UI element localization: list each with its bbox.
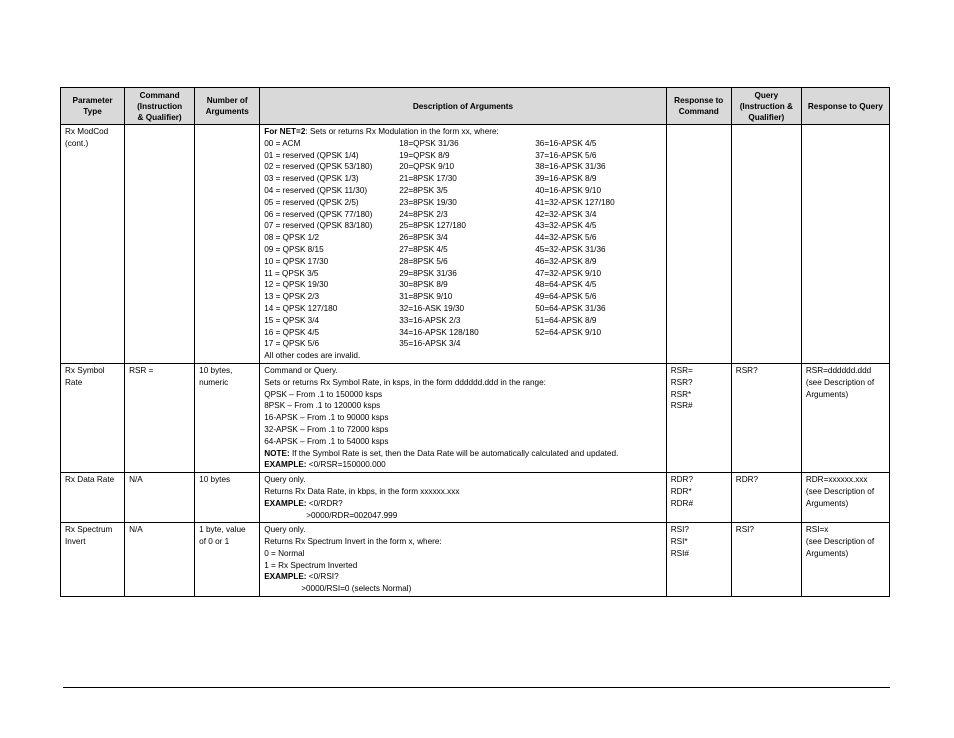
modcod-code-entry: 52=64-APSK 9/10: [535, 327, 601, 337]
modcod-code-entry: 23=8PSK 19/30: [399, 197, 457, 207]
modcod-code-entry: 27=8PSK 4/5: [399, 244, 448, 254]
query-cell: RDR?: [731, 473, 801, 523]
modcod-code-entry: 44=32-APSK 5/6: [535, 233, 597, 243]
arguments-cell: [195, 125, 260, 364]
modcod-code-entry: 14 = QPSK 127/180: [264, 303, 338, 313]
modcod-code-entry: 51=64-APSK 8/9: [535, 315, 597, 325]
modcod-code-entry: 10 = QPSK 17/30: [264, 256, 329, 266]
query-cell: RSI?: [731, 523, 801, 597]
command-cell: N/A: [125, 523, 195, 597]
modcod-code-entry: 04 = reserved (QPSK 11/30): [264, 185, 368, 195]
parameter-type-cell: Rx ModCod (cont.): [61, 125, 125, 364]
modcod-code-entry: 09 = QPSK 8/15: [264, 244, 324, 254]
modcod-code-entry: 07 = reserved (QPSK 83/180): [264, 221, 373, 231]
modcod-code-entry: 26=8PSK 3/4: [399, 233, 448, 243]
header-command: Command (Instruction & Qualifier): [125, 88, 195, 125]
modcod-code-entry: 48=64-APSK 4/5: [535, 280, 597, 290]
modcod-code-entry: 02 = reserved (QPSK 53/180): [264, 162, 373, 172]
modcod-code-entry: 19=QPSK 8/9: [399, 150, 450, 160]
table-row-rx-data-rate: [61, 473, 890, 523]
modcod-code-entry: 36=16-APSK 4/5: [535, 138, 597, 148]
modcod-code-entry: 28=8PSK 5/6: [399, 256, 448, 266]
query-response-cell: RSI=x (see Description of Arguments): [801, 523, 889, 597]
parameter-type-cell: Rx Data Rate: [61, 473, 125, 523]
modcod-code-entry: 11 = QPSK 3/5: [264, 268, 319, 278]
modcod-code-entry: 41=32-APSK 127/180: [535, 197, 615, 207]
modcod-code-entry: 43=32-APSK 4/5: [535, 221, 597, 231]
modcod-code-entry: 30=8PSK 8/9: [399, 280, 448, 290]
description-cell: For NET=2: Sets or returns Rx Modulation in the form xx, where: 00 = ACM 18=QPSK 31/36 36=16-APSK 4/5 01 = reserved (QPSK 1/4) 19=QPSK 8/9 37=16-APSK 5/6 02 = reserved (QPSK 53/180) 20=QPSK 9/10 38=16-APSK 31/36 03 = reserved (QPSK 1/3) 21=8PSK 17/30 39=16-APSK 8/9 04 = reserved (QPSK 11/30) 22=8PSK 3/5 40=16-APSK 9/10 05 = reserved (QPSK 2/5) 23=8PSK 19/30 41=32-APSK 127/180 06 = reserved (QPSK 77/180) 24=8PSK 2/3 42=32-APSK 3/4 07 = reserved (QPSK 83/180) 25=8PSK 127/180 43=32-APSK 4/5 08 = QPSK 1/2 26=8PSK 3/4 44=32-APSK 5/6 09 = QPSK 8/15 27=8PSK 4/5 45=32-APSK 31/36 10 = QPSK 17/30 28=8PSK 5/6 46=32-APSK 8/9 11 = QPSK 3/5 29=8PSK 31/36 47=32-APSK 9/10 12 = QPSK 19/30 30=8PSK 8/9 48=64-APSK 4/5 13 = QPSK 2/3 31=8PSK 9/10 49=64-APSK 5/6 14 = QPSK 127/180 32=16-ASK 19/30 50=64-APSK 31/36 15 = QPSK 3/4 33=16-APSK 2/3 51=64-APSK 8/9 16 = QPSK 4/5 34=16-APSK 128/180 52=64-APSK 9/10 17 = QPSK 5/6 35=16-APSK 3/4 All other codes are invalid.: [260, 125, 666, 364]
modcod-code-entry: 16 = QPSK 4/5: [264, 327, 320, 337]
arguments-cell: 10 bytes, numeric: [195, 363, 260, 472]
modcod-code-entry: 39=16-APSK 8/9: [535, 174, 597, 184]
modcod-code-entry: 25=8PSK 127/180: [399, 221, 466, 231]
header-query: Query (Instruction & Qualifier): [731, 88, 801, 125]
modcod-code-entry: 12 = QPSK 19/30: [264, 280, 329, 290]
query-response-cell: RSR=dddddd.ddd (see Description of Arguments): [801, 363, 889, 472]
modcod-code-entry: 33=16-APSK 2/3: [399, 315, 461, 325]
command-cell: [125, 125, 195, 364]
modcod-code-entry: 47=32-APSK 9/10: [535, 268, 601, 278]
command-cell: N/A: [125, 473, 195, 523]
header-number-of-arguments: Number of Arguments: [195, 88, 260, 125]
modcod-code-entry: 03 = reserved (QPSK 1/3): [264, 174, 359, 184]
arguments-cell: 1 byte, value of 0 or 1: [195, 523, 260, 597]
modcod-code-entry: 21=8PSK 17/30: [399, 174, 457, 184]
modcod-code-entry: 24=8PSK 2/3: [399, 209, 448, 219]
modcod-code-entry: 34=16-APSK 128/180: [399, 327, 479, 337]
modcod-code-entry: 22=8PSK 3/5: [399, 185, 448, 195]
modcod-code-entry: 17 = QPSK 5/6: [264, 339, 320, 349]
footer-rule: [63, 687, 890, 688]
modcod-code-entry: 13 = QPSK 2/3: [264, 292, 320, 302]
modcod-code-entry: 40=16-APSK 9/10: [535, 185, 601, 195]
query-response-cell: RDR=xxxxxx.xxx (see Description of Arguments): [801, 473, 889, 523]
header-response-to-command: Response to Command: [666, 88, 731, 125]
description-cell: Command or Query. Sets or returns Rx Symbol Rate, in ksps, in the form dddddd.ddd in the range: QPSK – From .1 to 150000 ksps 8PSK – From .1 to 120000 ksps 16-APSK – From .1 to 90000 ksps 32-APSK – From .1 to 72000 ksps 64-APSK – From .1 to 54000 ksps NOTE: If the Symbol Rate is set, then the Data Rate will be automatically calculated and updated. EXAMPLE: <0/RSR=150000.000: [260, 363, 666, 472]
table-header-row: [61, 88, 890, 125]
modcod-code-entry: 32=16-ASK 19/30: [399, 303, 465, 313]
modcod-code-entry: 46=32-APSK 8/9: [535, 256, 597, 266]
arguments-cell: 10 bytes: [195, 473, 260, 523]
query-cell: RSR?: [731, 363, 801, 472]
modcod-code-entry: [535, 338, 665, 350]
response-cell: [666, 125, 731, 364]
command-cell: RSR =: [125, 363, 195, 472]
description-cell: Query only. Returns Rx Data Rate, in kbps, in the form xxxxxx.xxx EXAMPLE: <0/RDR? >0000/RDR=002047.999: [260, 473, 666, 523]
response-cell: RSI? RSI* RSI#: [666, 523, 731, 597]
query-response-cell: [801, 125, 889, 364]
description-cell: Query only. Returns Rx Spectrum Invert in the form x, where: 0 = Normal 1 = Rx Spectrum Inverted EXAMPLE: <0/RSI? >0000/RSI=0 (selects Normal): [260, 523, 666, 597]
modcod-code-entry: 05 = reserved (QPSK 2/5): [264, 197, 359, 207]
modcod-code-entry: 18=QPSK 31/36: [399, 138, 459, 148]
modcod-code-entry: 20=QPSK 9/10: [399, 162, 455, 172]
modcod-code-entry: 42=32-APSK 3/4: [535, 209, 597, 219]
modcod-code-entry: 50=64-APSK 31/36: [535, 303, 606, 313]
parameter-type-cell: Rx Spectrum Invert: [61, 523, 125, 597]
modcod-code-entry: 49=64-APSK 5/6: [535, 292, 597, 302]
header-response-to-query: Response to Query: [801, 88, 889, 125]
modcod-code-entry: 31=8PSK 9/10: [399, 292, 453, 302]
modcod-code-entry: 45=32-APSK 31/36: [535, 244, 606, 254]
parameter-type-cell: Rx Symbol Rate: [61, 363, 125, 472]
command-table: [60, 87, 890, 597]
modcod-code-entry: 01 = reserved (QPSK 1/4): [264, 150, 359, 160]
modcod-code-entry: 37=16-APSK 5/6: [535, 150, 597, 160]
header-parameter-type: Parameter Type: [61, 88, 125, 125]
header-description: Description of Arguments: [260, 88, 666, 125]
modcod-code-entry: 38=16-APSK 31/36: [535, 162, 606, 172]
modcod-code-entry: 35=16-APSK 3/4: [399, 339, 461, 349]
response-cell: RDR? RDR* RDR#: [666, 473, 731, 523]
modcod-code-entry: 00 = ACM: [264, 138, 301, 148]
table-row-rx-spectrum-invert: [61, 523, 890, 597]
response-cell: RSR= RSR? RSR* RSR#: [666, 363, 731, 472]
modcod-code-entry: 06 = reserved (QPSK 77/180): [264, 209, 373, 219]
modcod-code-entry: 08 = QPSK 1/2: [264, 233, 320, 243]
table-row-rx-symbol-rate: [61, 363, 890, 472]
table-row-rx-modcod: [61, 125, 890, 364]
modcod-code-entry: 15 = QPSK 3/4: [264, 315, 320, 325]
query-cell: [731, 125, 801, 364]
modcod-code-list: [264, 138, 661, 350]
modcod-code-entry: 29=8PSK 31/36: [399, 268, 457, 278]
